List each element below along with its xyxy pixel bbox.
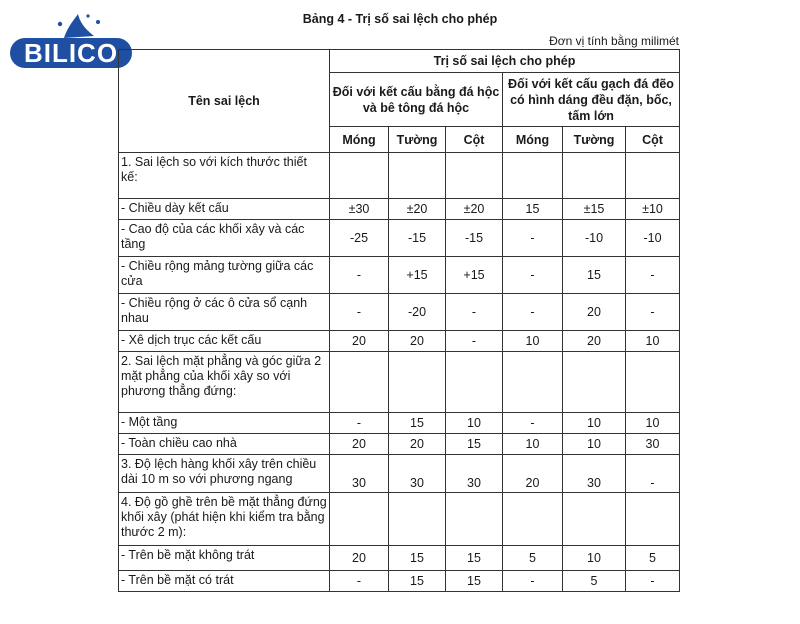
row-value: - (446, 331, 503, 352)
row-value: -25 (330, 220, 389, 257)
group-header-stone: Đối với kết cấu bằng đá hộc và bê tông đá hộc (330, 73, 503, 127)
row-value (446, 153, 503, 199)
row-value: 10 (563, 434, 626, 455)
table-row (119, 571, 680, 592)
table-row (119, 455, 680, 493)
row-value: - (503, 413, 563, 434)
row-value: -10 (626, 220, 680, 257)
row-value: - (330, 257, 389, 294)
row-value (626, 352, 680, 413)
table-row (119, 331, 680, 352)
row-value: 15 (446, 434, 503, 455)
row-value: - (626, 294, 680, 331)
row-value (563, 493, 626, 546)
row-value: 10 (563, 413, 626, 434)
row-value: -15 (446, 220, 503, 257)
row-value: 15 (503, 199, 563, 220)
row-value: - (503, 571, 563, 592)
subheader-tuong-1: Tường (389, 127, 446, 153)
row-value: 20 (330, 546, 389, 571)
row-value: 10 (626, 331, 680, 352)
row-value (389, 352, 446, 413)
logo-text: BILICO (10, 38, 132, 68)
row-value: 20 (389, 434, 446, 455)
row-value: 30 (389, 455, 446, 493)
row-value: ±10 (626, 199, 680, 220)
row-value: -10 (563, 220, 626, 257)
row-value: ±30 (330, 199, 389, 220)
row-value: ±20 (389, 199, 446, 220)
row-value (330, 493, 389, 546)
row-value: 30 (446, 455, 503, 493)
row-value: 20 (563, 331, 626, 352)
row-label: - Toàn chiều cao nhà (119, 434, 330, 455)
column-header-name: Tên sai lệch (119, 50, 330, 153)
row-value: - (503, 257, 563, 294)
table-title: Bảng 4 - Trị số sai lệch cho phép (302, 12, 498, 26)
row-value: 5 (503, 546, 563, 571)
tolerance-table (118, 49, 680, 592)
row-value: 20 (330, 331, 389, 352)
table-body (119, 153, 680, 592)
row-label: 2. Sai lệch mặt phẳng và góc giữa 2 mặt phẳng của khối xây so với phương thẳng đứng: (119, 352, 330, 413)
row-value (503, 493, 563, 546)
row-value: - (503, 220, 563, 257)
row-value: 15 (389, 546, 446, 571)
table-row (119, 546, 680, 571)
row-value: 10 (503, 331, 563, 352)
row-value (389, 493, 446, 546)
subheader-cot-1: Cột (446, 127, 503, 153)
group-header-brick: Đối với kết cấu gạch đá đẽo có hình dáng đều đặn, bốc, tấm lớn (503, 73, 680, 127)
table-row (119, 257, 680, 294)
row-value: -15 (389, 220, 446, 257)
row-value (330, 352, 389, 413)
row-value: 10 (503, 434, 563, 455)
row-value: 15 (389, 413, 446, 434)
row-value: 30 (626, 434, 680, 455)
row-value (563, 153, 626, 199)
subheader-tuong-2: Tường (563, 127, 626, 153)
row-value: 20 (330, 434, 389, 455)
row-value: - (330, 571, 389, 592)
row-value: 10 (626, 413, 680, 434)
row-value: - (330, 294, 389, 331)
row-label: - Trên bề mặt không trát (119, 546, 330, 571)
table-row (119, 294, 680, 331)
row-value: 20 (563, 294, 626, 331)
row-value (446, 352, 503, 413)
row-label: - Cao độ của các khối xây và các tầng (119, 220, 330, 257)
row-value (563, 352, 626, 413)
row-value (503, 153, 563, 199)
row-value: 15 (446, 571, 503, 592)
row-value: - (626, 455, 680, 493)
row-value: 5 (626, 546, 680, 571)
row-label: 4. Độ gồ ghề trên bề mặt thẳng đứng khối xây (phát hiện khi kiểm tra bằng thước 2 m): (119, 493, 330, 546)
row-label: 3. Độ lệch hàng khối xây trên chiều dài 10 m so với phương ngang (119, 455, 330, 493)
row-label: - Trên bề mặt có trát (119, 571, 330, 592)
row-value (446, 493, 503, 546)
row-value (503, 352, 563, 413)
row-value: 30 (330, 455, 389, 493)
row-label: - Một tầng (119, 413, 330, 434)
row-value (626, 493, 680, 546)
row-value: 10 (446, 413, 503, 434)
row-value: -20 (389, 294, 446, 331)
row-value: - (330, 413, 389, 434)
row-value: - (446, 294, 503, 331)
subheader-cot-2: Cột (626, 127, 680, 153)
table-row (119, 493, 680, 546)
subheader-mong-1: Móng (330, 127, 389, 153)
row-value: 20 (503, 455, 563, 493)
row-value: - (626, 257, 680, 294)
table-row (119, 199, 680, 220)
subheader-mong-2: Móng (503, 127, 563, 153)
row-value: 15 (563, 257, 626, 294)
row-value (389, 153, 446, 199)
row-value (626, 153, 680, 199)
main-header: Trị số sai lệch cho phép (330, 50, 680, 73)
row-label: - Xê dịch trục các kết cấu (119, 331, 330, 352)
row-value (330, 153, 389, 199)
row-value: +15 (389, 257, 446, 294)
table-row (119, 352, 680, 413)
row-label: 1. Sai lệch so với kích thước thiết kế: (119, 153, 330, 199)
row-value: - (626, 571, 680, 592)
table-row (119, 153, 680, 199)
row-value: 15 (446, 546, 503, 571)
row-label: - Chiều dày kết cấu (119, 199, 330, 220)
table-row (119, 413, 680, 434)
table-row (119, 434, 680, 455)
row-value: - (503, 294, 563, 331)
row-value: ±15 (563, 199, 626, 220)
row-label: - Chiều rộng mảng tường giữa các cửa (119, 257, 330, 294)
unit-note: Đơn vị tính bằng milimét (549, 34, 679, 48)
row-value: 30 (563, 455, 626, 493)
table-row (119, 220, 680, 257)
row-label: - Chiều rộng ở các ô cửa sổ cạnh nhau (119, 294, 330, 331)
row-value: 15 (389, 571, 446, 592)
row-value: ±20 (446, 199, 503, 220)
row-value: 20 (389, 331, 446, 352)
row-value: 5 (563, 571, 626, 592)
row-value: 10 (563, 546, 626, 571)
row-value: +15 (446, 257, 503, 294)
